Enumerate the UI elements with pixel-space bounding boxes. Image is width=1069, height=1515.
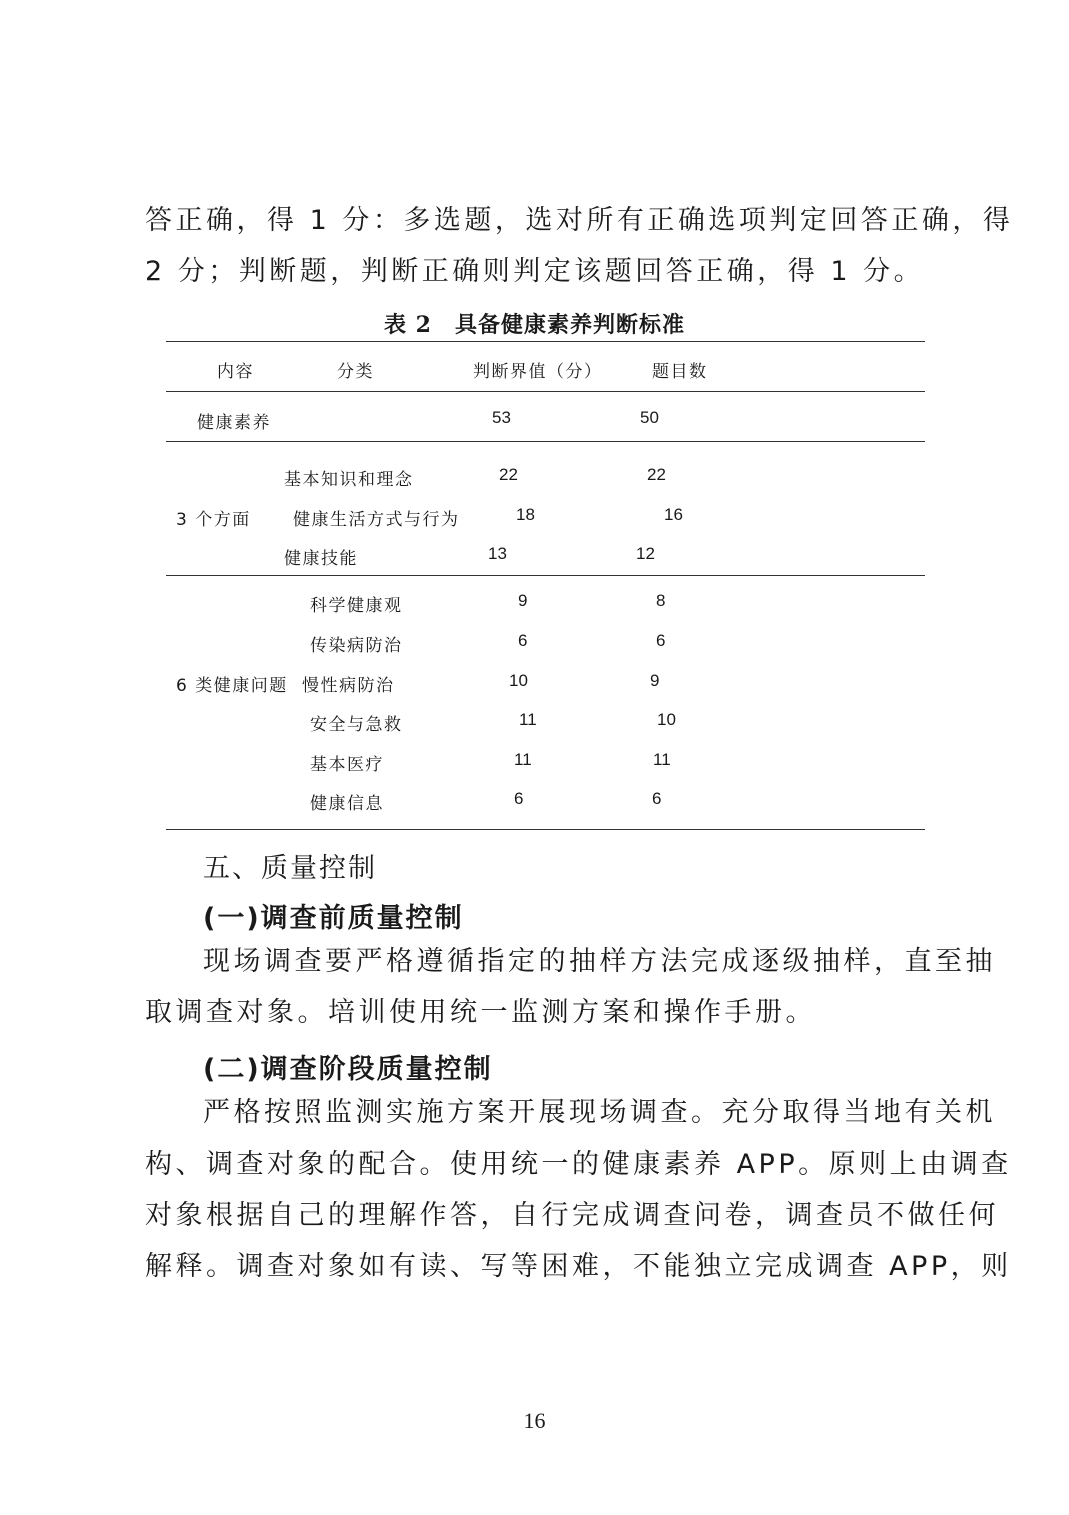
- aspect-name: 健康技能: [284, 549, 358, 569]
- total-content: 健康素养: [197, 413, 271, 433]
- problem-count: 6: [656, 631, 666, 650]
- aspect-count: 12: [636, 544, 655, 563]
- intro-line-2: 2 分；判断题，判断正确则判定该题回答正确，得 1 分。: [145, 256, 925, 287]
- problem-count: 11: [653, 750, 671, 769]
- section-heading: 五、质量控制: [203, 853, 377, 884]
- table-section-rule-1: [166, 441, 925, 442]
- aspect-name: 基本知识和理念: [284, 470, 414, 490]
- problem-threshold: 6: [518, 631, 528, 650]
- subsection-heading-1: (一)调查前质量控制: [203, 903, 464, 934]
- aspect-name: 健康生活方式与行为: [293, 510, 460, 530]
- problems-label: 6 类健康问题: [176, 676, 288, 696]
- sub2-line-2: 构、调查对象的配合。使用统一的健康素养 APP。原则上由调查: [145, 1149, 1012, 1180]
- problem-name: 传染病防治: [310, 636, 403, 656]
- sub1-line-1: 现场调查要严格遵循指定的抽样方法完成逐级抽样，直至抽: [203, 946, 996, 977]
- problem-threshold: 6: [514, 789, 524, 808]
- aspects-label: 3 个方面: [176, 510, 251, 530]
- header-threshold: 判断界值（分）: [473, 362, 603, 382]
- header-category: 分类: [337, 362, 374, 382]
- page-number: 16: [523, 1408, 546, 1433]
- sub2-line-4: 解释。调查对象如有读、写等困难，不能独立完成调查 APP，则: [145, 1251, 1012, 1282]
- table-header-rule: [166, 391, 925, 392]
- aspect-threshold: 22: [499, 465, 518, 484]
- aspect-threshold: 18: [516, 505, 535, 524]
- table-caption: 表 2 具备健康素养判断标准: [384, 312, 685, 338]
- sub1-line-2: 取调查对象。培训使用统一监测方案和操作手册。: [145, 997, 816, 1028]
- problem-count: 6: [652, 789, 662, 808]
- table-top-rule: [166, 341, 925, 342]
- aspect-count: 22: [647, 465, 666, 484]
- total-count: 50: [640, 408, 659, 427]
- aspect-count: 16: [664, 505, 683, 524]
- problem-count: 9: [650, 671, 660, 690]
- problem-count: 8: [656, 591, 666, 610]
- problem-threshold: 9: [518, 591, 528, 610]
- problem-name: 健康信息: [310, 794, 384, 814]
- problem-threshold: 11: [519, 710, 537, 729]
- problem-name: 科学健康观: [310, 596, 403, 616]
- problem-name: 安全与急救: [310, 715, 403, 735]
- total-threshold: 53: [492, 408, 511, 427]
- table-bottom-rule: [166, 829, 925, 830]
- aspect-threshold: 13: [488, 544, 507, 563]
- sub2-line-1: 严格按照监测实施方案开展现场调查。充分取得当地有关机: [203, 1097, 996, 1128]
- sub2-line-3: 对象根据自己的理解作答，自行完成调查问卷，调查员不做任何: [145, 1200, 999, 1231]
- problem-name: 基本医疗: [310, 755, 384, 775]
- problem-threshold: 11: [514, 750, 532, 769]
- header-count: 题目数: [652, 362, 708, 382]
- intro-line-1: 答正确，得 1 分：多选题，选对所有正确选项判定回答正确，得: [145, 205, 1014, 236]
- header-content: 内容: [217, 362, 254, 382]
- problem-threshold: 10: [509, 671, 528, 690]
- problem-name: 慢性病防治: [302, 676, 395, 696]
- problem-count: 10: [657, 710, 676, 729]
- table-section-rule-2: [166, 575, 925, 576]
- subsection-heading-2: (二)调查阶段质量控制: [203, 1054, 493, 1085]
